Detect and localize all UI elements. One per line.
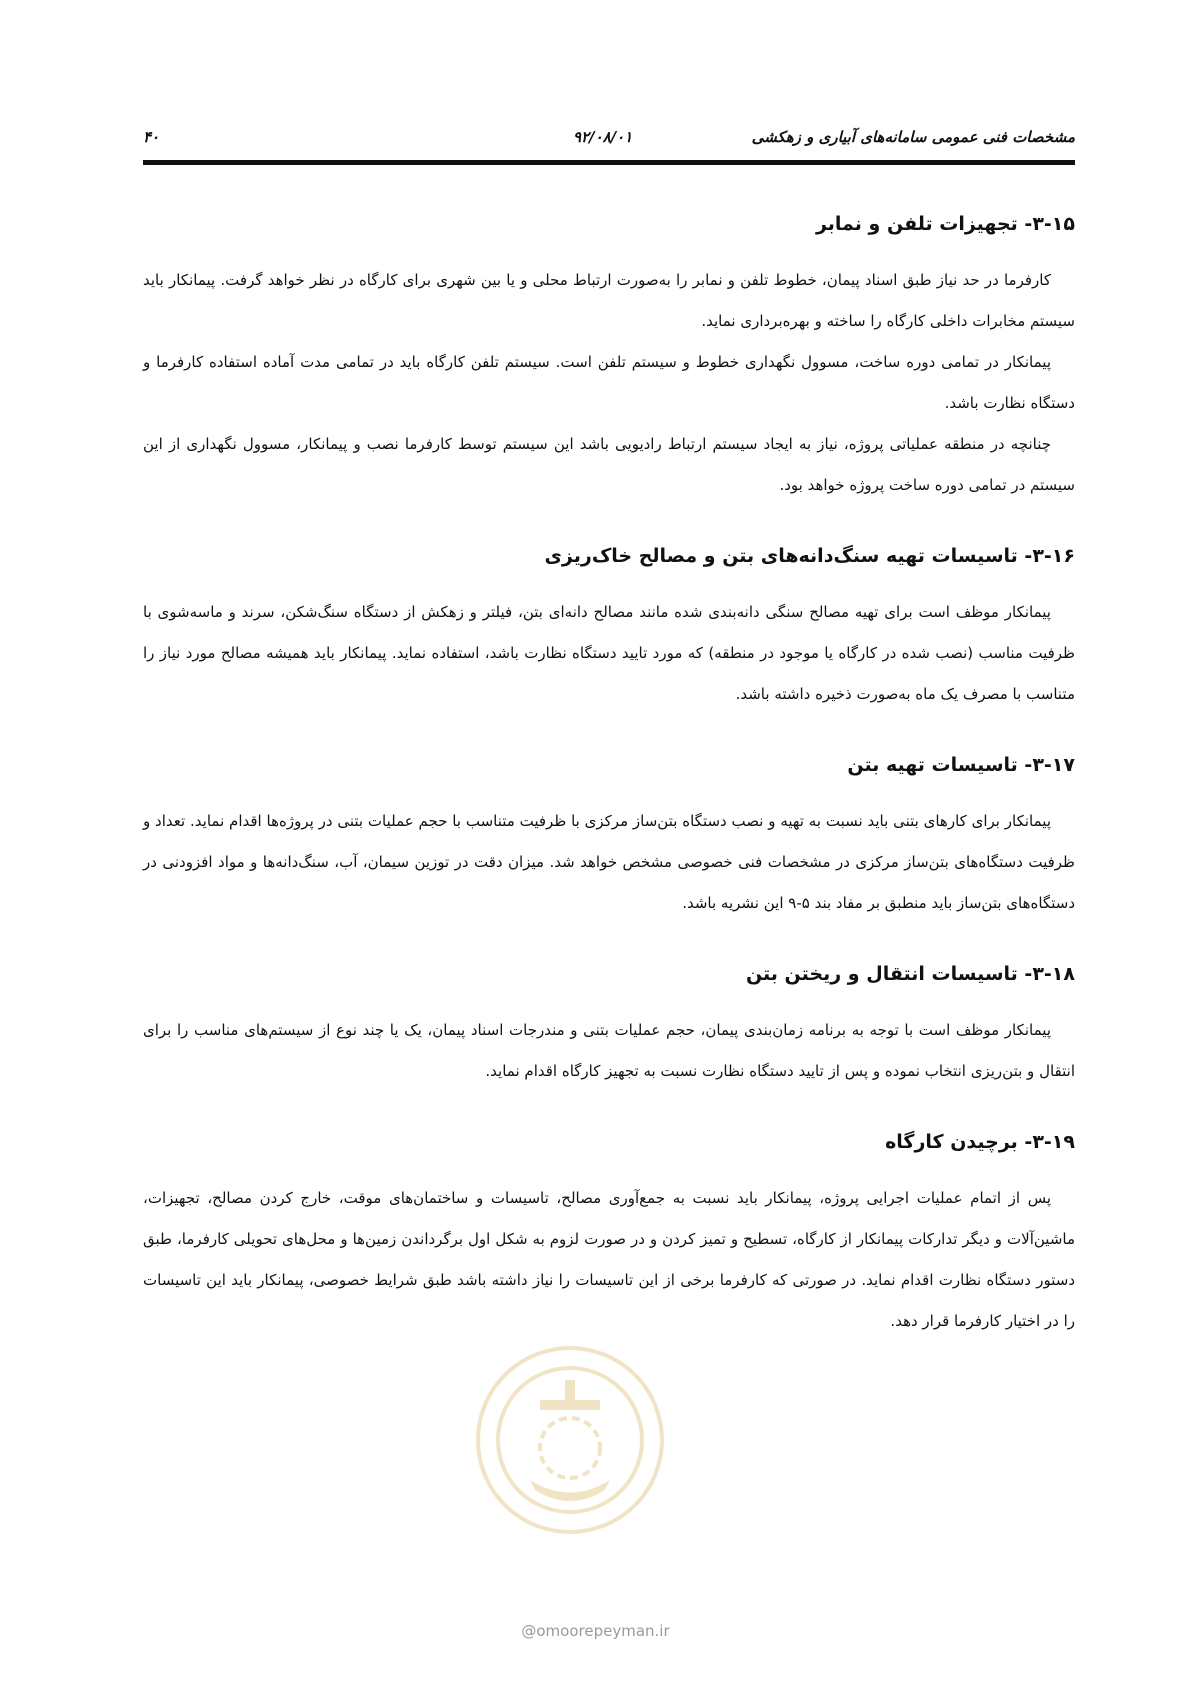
paragraph: پیمانکار موظف است با توجه به برنامه زمان‌بندی پیمان، حجم عملیات بتنی و مندرجات اسناد پیمان، یک یا چند نوع از سیستم‌های مناسب را برای انتقال و بتن‌ریزی انتخاب نموده و پس از تایید دستگاه نظارت نسبت به تجهیز کارگاه اقدام نماید. [143, 1021, 1075, 1080]
paragraph: پس از اتمام عملیات اجرایی پروژه، پیمانکار باید نسبت به جمع‌آوری مصالح، تاسیسات و ساختمان‌های موقت، خارج کردن مصالح، تجهیزات، ماشین‌آلات و دیگر تدارکات پیمانکار از کارگاه، تسطیح و تمیز کردن و در صورت لزوم به شکل اول برگرداندن زمین‌ها و محل‌های تحویلی کارفرما، طبق دستور دستگاه نظارت اقدام نماید. در صورتی که کارفرما برخی از این تاسیسات را نیاز داشته باشد طبق شرایط خصوصی، پیمانکار باید این تاسیسات را در اختیار کارفرما قرار دهد. [143, 1189, 1075, 1330]
header-title: مشخصات فنی عمومی سامانه‌های آبیاری و زهکشی [751, 128, 1075, 146]
paragraph: پیمانکار برای کارهای بتنی باید نسبت به تهیه و نصب دستگاه بتن‌ساز مرکزی با ظرفیت متناسب با حجم عملیات بتنی در پروژه‌ها اقدام نماید. تعداد و ظرفیت دستگاه‌های بتن‌ساز مرکزی در مشخصات فنی خصوصی مشخص خواهد شد. میزان دقت در توزین سیمان، آب، سنگ‌دانه‌ها و مواد افزودنی در دستگاه‌های بتن‌ساز باید منطبق بر مفاد بند ۵-۹ این نشریه باشد. [143, 812, 1075, 912]
watermark-url: @omoorepeyman.ir [521, 1622, 670, 1640]
document-body [143, 208, 1075, 1376]
section-3-15 [143, 208, 1075, 506]
section-heading: ۳-۱۸- تاسیسات انتقال و ریختن بتن [745, 963, 1075, 985]
paragraph: چنانچه در منطقه عملیاتی پروژه، نیاز به ایجاد سیستم ارتباط رادیویی باشد این سیستم توسط کارفرما نصب و پیمانکار، مسوول نگهداری از این سیستم در تمامی دوره ساخت پروژه خواهد بود. [143, 435, 1075, 494]
section-heading: ۳-۱۹- برچیدن کارگاه [885, 1131, 1075, 1153]
section-3-17 [143, 749, 1075, 924]
section-heading: ۳-۱۵- تجهیزات تلفن و نمابر [815, 213, 1075, 235]
header-date: ۹۲/۰۸/۰۱ [573, 128, 633, 146]
section-3-18 [143, 958, 1075, 1092]
section-3-16 [143, 540, 1075, 715]
paragraph: کارفرما در حد نیاز طبق اسناد پیمان، خطوط تلفن و نمابر را به‌صورت ارتباط محلی و یا بین شهری برای کارگاه در نظر خواهد گرفت. پیمانکار باید سیستم مخابرات داخلی کارگاه را ساخته و بهره‌برداری نماید. [143, 271, 1075, 330]
section-heading: ۳-۱۷- تاسیسات تهیه بتن [847, 754, 1075, 776]
paragraph: پیمانکار در تمامی دوره ساخت، مسوول نگهداری خطوط و سیستم تلفن است. سیستم تلفن کارگاه باید در تمامی مدت آماده استفاده کارفرما و دستگاه نظارت باشد. [143, 353, 1075, 412]
page-header [143, 128, 1075, 154]
section-3-19 [143, 1126, 1075, 1342]
paragraph: پیمانکار موظف است برای تهیه مصالح سنگی دانه‌بندی شده مانند مصالح دانه‌ای بتن، فیلتر و زهکش از دستگاه سنگ‌شکن، سرند و ماسه‌شوی با ظرفیت مناسب (نصب شده در کارگاه یا موجود در منطقه) که مورد تایید دستگاه نظارت باشد، استفاده نماید. پیمانکار باید همیشه مصالح مورد نیاز را متناسب با مصرف یک ماه به‌صورت ذخیره داشته باشد. [143, 603, 1075, 703]
page-number: ۴۰ [143, 128, 160, 146]
header-rule [143, 160, 1075, 165]
section-heading: ۳-۱۶- تاسیسات تهیه سنگ‌دانه‌های بتن و مصالح خاک‌ریزی [544, 545, 1075, 567]
